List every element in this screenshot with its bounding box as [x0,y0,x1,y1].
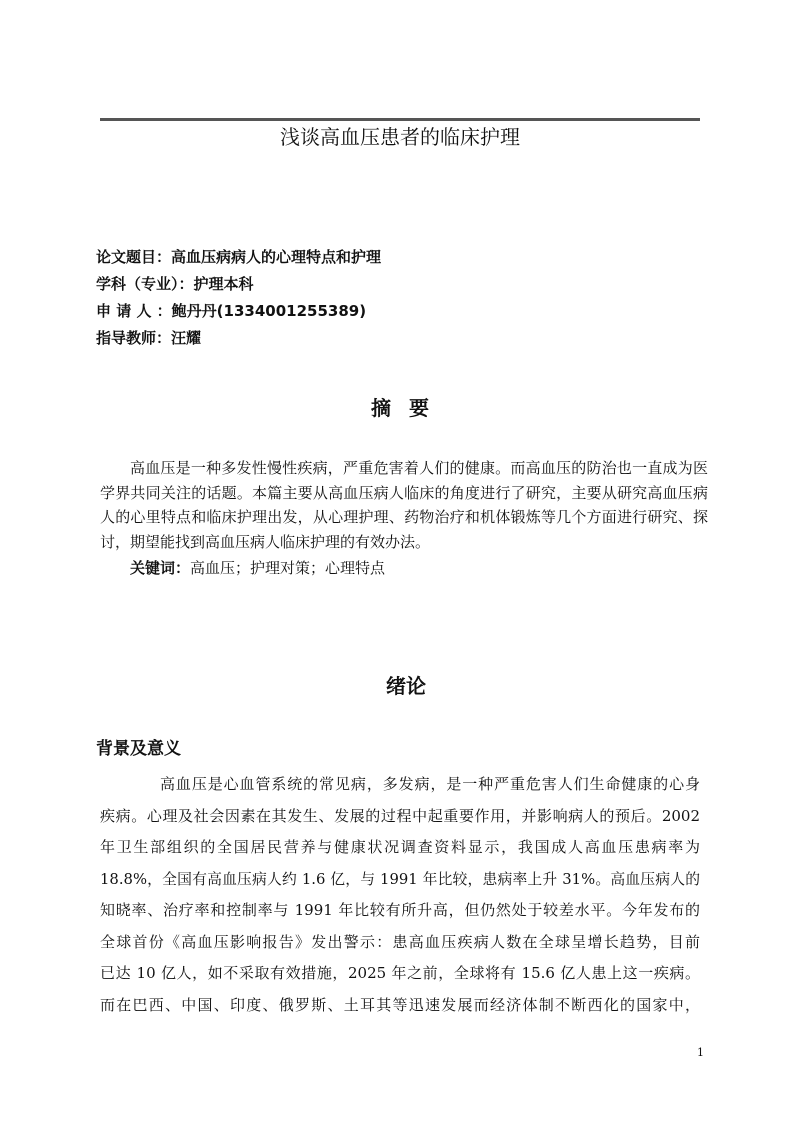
introduction-heading: 绪论 [386,674,426,698]
applicant-line: 申 请 人 ：鲍丹丹(1334001255389) [96,302,367,320]
paragraph-line: 高血压是心血管系统的常见病，多发病，是一种严重危害人们生命健康的心身 [160,775,700,793]
abstract-heading: 摘要 [371,396,447,420]
paragraph-line: 疾病。心理及社会因素在其发生、发展的过程中起重要作用，并影响病人的预后。2002 [100,806,700,825]
paragraph-line: 全球首份《高血压影响报告》发出警示：患高血压疾病人数在全球呈增长趋势，目前 [100,932,700,951]
paragraph-line: 18.8%，全国有高血压病人约 1.6 亿，与 1991 年比较，患病率上升 31%。高血压病人的 [100,870,700,888]
page-title: 浅谈高血压患者的临床护理 [280,125,520,149]
paragraph-line: 年卫生部组织的全国居民营养与健康状况调查资料显示，我国成人高血压患病率为 [100,838,700,856]
thesis-title-line: 论文题目：高血压病病人的心理特点和护理 [96,248,382,266]
background-section-heading: 背景及意义 [96,739,181,759]
header-rule [100,118,700,121]
paragraph-line: 知晓率、治疗率和控制率与 1991 年比较有所升高，但仍然处于较差水平。今年发布的 [100,901,700,919]
abstract-paragraph: 高血压是一种多发性慢性疾病，严重危害着人们的健康。而高血压的防治也一直成为医学界共同关注的话题。本篇主要从高血压病人临床的角度进行了研究，主要从研究高血压病人的心里特点和临床护理出发，从心理护理、药物治疗和机体锻炼等几个方面进行研究、探讨，期望能找到高血压病人临床护理的有效办法。 [100,459,708,551]
page-number: 1 [697,1046,704,1059]
paragraph-line: 而在巴西、中国、印度、俄罗斯、土耳其等迅速发展而经济体制不断西化的国家中， [100,995,700,1014]
keywords-values: 高血压；护理对策；心理特点 [190,559,386,577]
advisor-line: 指导教师：汪耀 [96,329,202,347]
keywords-line [130,556,700,580]
keywords-label: 关键词： [130,559,191,577]
background-paragraph [100,769,700,1021]
paragraph-line: 已达 10 亿人，如不采取有效措施，2025 年之前，全球将有 15.6 亿人患上这一疾病。 [100,964,700,982]
discipline-line: 学科（专业）：护理本科 [96,275,254,293]
thesis-metadata [96,244,696,352]
